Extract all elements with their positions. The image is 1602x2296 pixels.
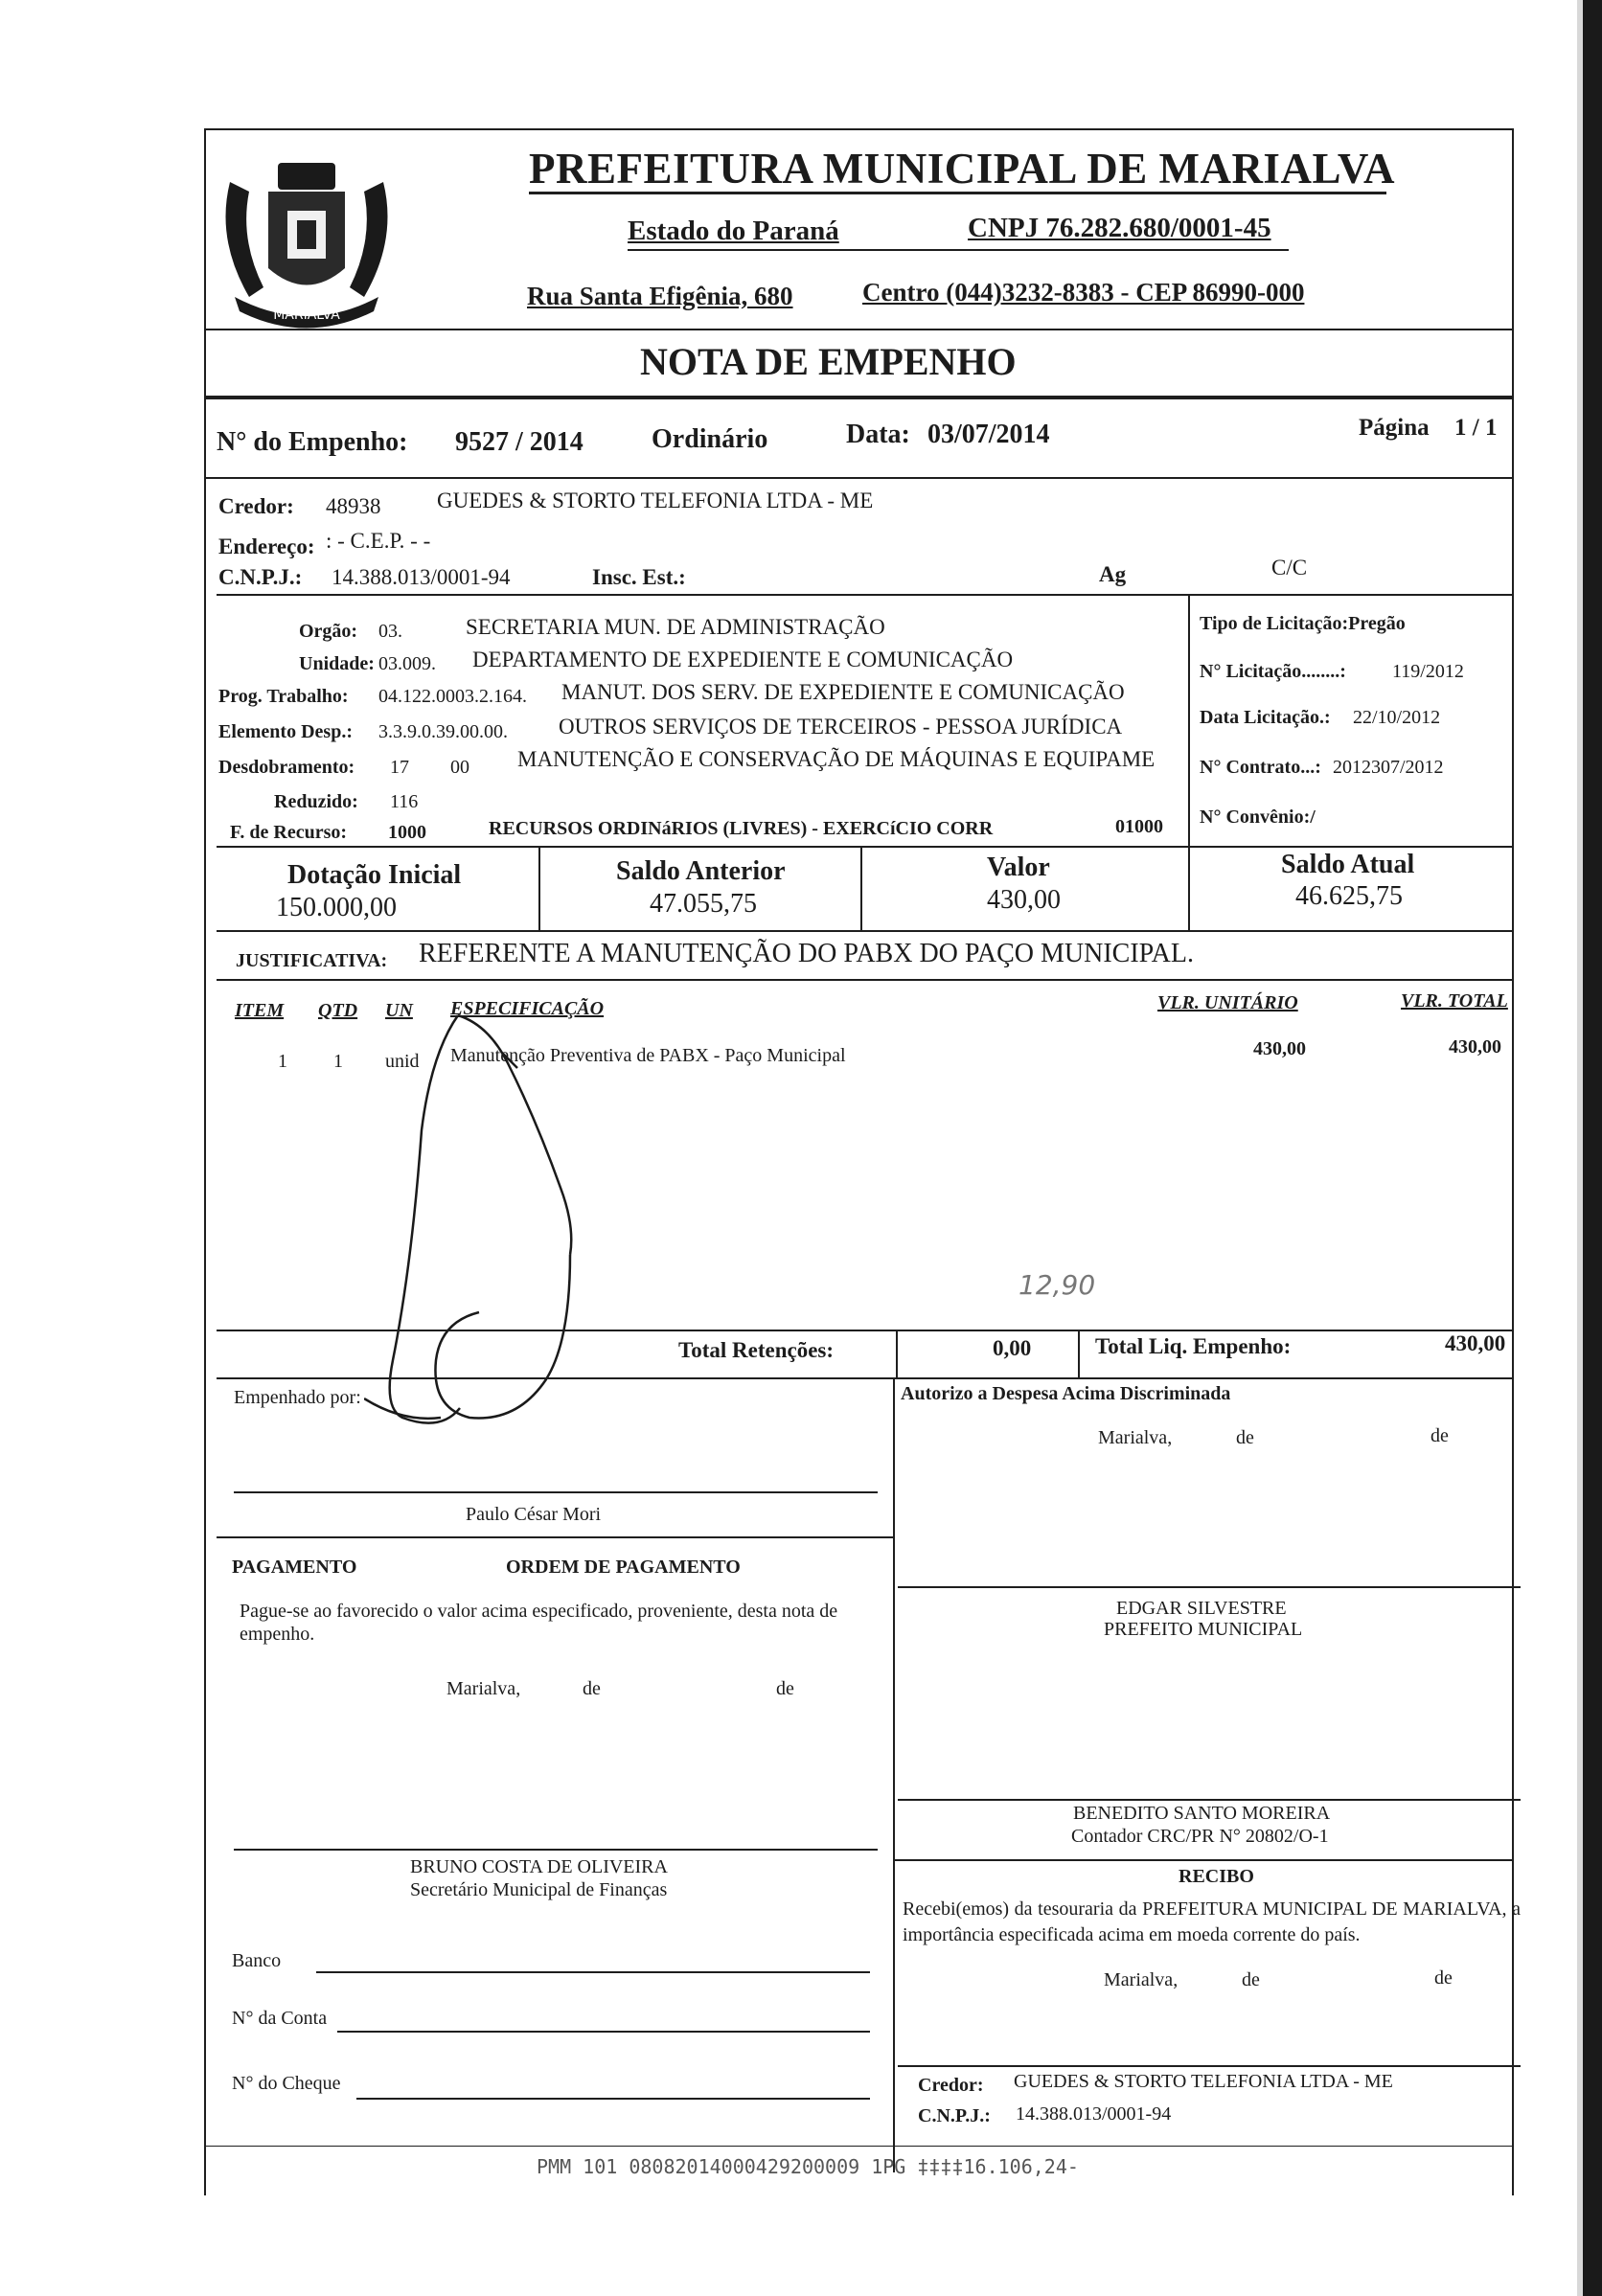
saldos-divider-2 bbox=[860, 846, 862, 931]
licitacao-number: 119/2012 bbox=[1392, 661, 1464, 682]
total-liquido-label: Total Liq. Empenho: bbox=[1095, 1334, 1292, 1358]
footer-barcode: PMM 101 08082014000429200009 1PG ‡‡‡‡16.106,24- bbox=[537, 2155, 1079, 2178]
prog-trabalho-code: 04.122.0003.2.164. bbox=[378, 686, 527, 707]
account-label: C/C bbox=[1271, 556, 1308, 580]
district-phone: Centro (044)3232-8383 - CEP 86990-000 bbox=[862, 278, 1305, 307]
justificativa-divider bbox=[217, 979, 1513, 981]
totals-bottom-line bbox=[217, 1377, 1513, 1379]
recibo-de-1: de bbox=[1242, 1969, 1260, 1990]
empenhado-por-label: Empenhado por: bbox=[234, 1387, 361, 1408]
credor-name: GUEDES & STORTO TELEFONIA LTDA - ME bbox=[437, 489, 874, 512]
licitacao-date-label: Data Licitação.: bbox=[1200, 707, 1331, 728]
frame-top bbox=[204, 128, 1513, 130]
ordem-pagamento-label: ORDEM DE PAGAMENTO bbox=[506, 1557, 741, 1578]
prefeito-signature-line bbox=[898, 1586, 1521, 1588]
unidade-code: 03.009. bbox=[378, 653, 436, 674]
scan-edge bbox=[1583, 0, 1602, 2296]
street-address: Rua Santa Efigênia, 680 bbox=[527, 282, 793, 310]
saldo-atual-value: 46.625,75 bbox=[1295, 881, 1403, 911]
prefeito-role: PREFEITO MUNICIPAL bbox=[1104, 1619, 1303, 1640]
header-vlr-unitario: VLR. UNITÁRIO bbox=[1157, 992, 1298, 1013]
recibo-city: Marialva, bbox=[1104, 1969, 1179, 1990]
saldo-anterior-label: Saldo Anterior bbox=[616, 856, 786, 886]
header-qtd: QTD bbox=[318, 1000, 358, 1021]
autorizo-city: Marialva, bbox=[1098, 1427, 1173, 1448]
state-underline bbox=[628, 249, 1289, 251]
contrato-number: 2012307/2012 bbox=[1333, 757, 1444, 778]
fonte-recurso-code: 1000 bbox=[388, 822, 426, 843]
desdobramento-label: Desdobramento: bbox=[218, 757, 355, 778]
banco-field-line[interactable] bbox=[316, 1971, 870, 1973]
state-name: Estado do Paraná bbox=[628, 216, 839, 246]
prog-trabalho-label: Prog. Trabalho: bbox=[218, 686, 349, 707]
elemento-label: Elemento Desp.: bbox=[218, 721, 353, 742]
conta-field-line[interactable] bbox=[337, 2031, 870, 2033]
municipal-seal bbox=[211, 144, 402, 335]
secretario-signature-line bbox=[234, 1849, 878, 1851]
address-label: Endereço: bbox=[218, 534, 315, 558]
empenho-number-label: N° do Empenho: bbox=[217, 427, 408, 457]
municipality-title: PREFEITURA MUNICIPAL DE MARIALVA bbox=[529, 145, 1396, 193]
address-value: : - C.E.P. - - bbox=[326, 529, 431, 553]
valor-label: Valor bbox=[987, 852, 1050, 882]
total-retencoes-label: Total Retenções: bbox=[678, 1338, 835, 1362]
fonte-recurso-number: 01000 bbox=[1115, 816, 1163, 837]
secretario-name: BRUNO COSTA DE OLIVEIRA bbox=[410, 1856, 668, 1877]
totals-divider-2 bbox=[1078, 1330, 1080, 1377]
prog-trabalho-name: MANUT. DOS SERV. DE EXPEDIENTE E COMUNICAÇÃO bbox=[561, 680, 1125, 704]
elemento-name: OUTROS SERVIÇOS DE TERCEIROS - PESSOA JURÍDICA bbox=[559, 715, 1123, 739]
recibo-title: RECIBO bbox=[1179, 1866, 1254, 1887]
pagamento-de-2: de bbox=[776, 1678, 794, 1699]
frame-right bbox=[1512, 128, 1514, 2195]
title-underline bbox=[529, 192, 1386, 194]
header-divider bbox=[204, 329, 1513, 330]
reduzido-label: Reduzido: bbox=[274, 791, 358, 812]
empenhado-por-name: Paulo César Mori bbox=[466, 1504, 602, 1525]
orgao-name: SECRETARIA MUN. DE ADMINISTRAÇÃO bbox=[466, 615, 885, 639]
fonte-recurso-name: RECURSOS ORDINáRIOS (LIVRES) - EXERCíCIO CORR bbox=[489, 818, 994, 839]
autorizo-de-1: de bbox=[1236, 1427, 1254, 1448]
pagamento-de-1: de bbox=[583, 1678, 601, 1699]
recibo-cnpj-value: 14.388.013/0001-94 bbox=[1016, 2103, 1172, 2125]
classification-divider bbox=[217, 846, 1513, 848]
row-item: 1 bbox=[278, 1051, 287, 1072]
unidade-label: Unidade: bbox=[299, 653, 375, 674]
recibo-cnpj-label: C.N.P.J.: bbox=[918, 2105, 991, 2126]
desdobramento-name: MANUTENÇÃO E CONSERVAÇÃO DE MÁQUINAS E EQUIPAME bbox=[517, 747, 1156, 771]
total-liquido-value: 430,00 bbox=[1445, 1331, 1506, 1355]
credor-label: Credor: bbox=[218, 494, 294, 518]
valor-value: 430,00 bbox=[987, 885, 1061, 915]
licitacao-date: 22/10/2012 bbox=[1353, 707, 1441, 728]
lower-vertical-divider bbox=[893, 1377, 895, 2172]
header-item: ITEM bbox=[235, 1000, 285, 1021]
conta-label: N° da Conta bbox=[232, 2008, 328, 2029]
page-label: Página bbox=[1359, 415, 1430, 441]
empenhado-divider bbox=[217, 1536, 893, 1538]
autorizo-de-2: de bbox=[1430, 1425, 1449, 1446]
row-unit-value: 430,00 bbox=[1253, 1038, 1306, 1059]
page-number: 1 / 1 bbox=[1454, 415, 1498, 441]
saldos-divider-1 bbox=[538, 846, 540, 931]
totals-divider-1 bbox=[896, 1330, 898, 1377]
recibo-credor-label: Credor: bbox=[918, 2075, 984, 2096]
agency-label: Ag bbox=[1099, 562, 1127, 586]
dotacao-inicial-label: Dotação Inicial bbox=[287, 860, 462, 890]
contador-role: Contador CRC/PR N° 20802/O-1 bbox=[1071, 1826, 1329, 1847]
recibo-text: Recebi(emos) da tesouraria da PREFEITURA MUNICIPAL DE MARIALVA, a importância especificada acima em moeda corrente do país. bbox=[903, 1898, 1521, 1945]
pagamento-city: Marialva, bbox=[446, 1678, 521, 1699]
header-vlr-total: VLR. TOTAL bbox=[1401, 990, 1508, 1012]
credor-code: 48938 bbox=[326, 494, 381, 518]
unidade-name: DEPARTAMENTO DE EXPEDIENTE E COMUNICAÇÃO bbox=[472, 648, 1014, 671]
empenhado-signature-line bbox=[234, 1491, 878, 1493]
fonte-recurso-label: F. de Recurso: bbox=[230, 822, 348, 843]
header-especificacao: ESPECIFICAÇÃO bbox=[450, 998, 605, 1019]
handwritten-note: 12,90 bbox=[1018, 1269, 1096, 1301]
signature-scribble bbox=[364, 996, 671, 1475]
saldo-anterior-value: 47.055,75 bbox=[650, 889, 757, 919]
row-qtd: 1 bbox=[333, 1051, 343, 1072]
footer-line bbox=[204, 2146, 1513, 2147]
secretario-role: Secretário Municipal de Finanças bbox=[410, 1879, 668, 1900]
title-divider bbox=[204, 396, 1513, 399]
row-total-value: 430,00 bbox=[1449, 1036, 1501, 1057]
header-cnpj: CNPJ 76.282.680/0001-45 bbox=[968, 213, 1271, 243]
frame-left bbox=[204, 128, 206, 2195]
pagamento-text: Pague-se ao favorecido o valor acima especificado, proveniente, desta nota de empenho. bbox=[240, 1601, 838, 1645]
empenho-date-label: Data: bbox=[846, 420, 910, 449]
justificativa-text: REFERENTE A MANUTENÇÃO DO PABX DO PAÇO MUNICIPAL. bbox=[419, 939, 1195, 968]
orgao-label: Orgão: bbox=[299, 621, 358, 642]
row-un: unid bbox=[385, 1051, 420, 1072]
header-un: UN bbox=[385, 1000, 413, 1021]
classification-vertical-divider bbox=[1188, 594, 1190, 931]
cheque-field-line[interactable] bbox=[356, 2098, 870, 2100]
empenho-number: 9527 / 2014 bbox=[455, 427, 584, 457]
desdobramento-code-2: 00 bbox=[450, 757, 469, 778]
banco-label: Banco bbox=[232, 1950, 282, 1971]
empenho-type: Ordinário bbox=[652, 424, 768, 454]
cheque-label: N° do Cheque bbox=[232, 2073, 341, 2094]
cnpj-label: C.N.P.J.: bbox=[218, 565, 303, 589]
elemento-code: 3.3.9.0.39.00.00. bbox=[378, 721, 508, 742]
credor-divider bbox=[217, 594, 1513, 596]
recibo-top-line bbox=[893, 1859, 1513, 1861]
desdobramento-code-1: 17 bbox=[390, 757, 409, 778]
pagamento-label: PAGAMENTO bbox=[232, 1557, 357, 1578]
insc-est-label: Insc. Est.: bbox=[592, 565, 686, 589]
justificativa-label: JUSTIFICATIVA: bbox=[236, 950, 388, 971]
empenho-divider bbox=[204, 477, 1513, 479]
autorizo-despesa: Autorizo a Despesa Acima Discriminada bbox=[901, 1383, 1231, 1404]
empenho-date: 03/07/2014 bbox=[927, 420, 1050, 449]
dotacao-inicial-value: 150.000,00 bbox=[276, 893, 397, 922]
contrato-label: N° Contrato...: bbox=[1200, 757, 1321, 778]
recibo-credor-name: GUEDES & STORTO TELEFONIA LTDA - ME bbox=[1014, 2071, 1393, 2092]
row-specification: Manutenção Preventiva de PABX - Paço Municipal bbox=[450, 1045, 846, 1066]
document-title: NOTA DE EMPENHO bbox=[640, 340, 1017, 383]
seal-text: MARIALVA bbox=[273, 307, 340, 323]
convenio: N° Convênio:/ bbox=[1200, 807, 1316, 828]
contador-name: BENEDITO SANTO MOREIRA bbox=[1073, 1803, 1331, 1824]
saldos-divider bbox=[217, 930, 1513, 932]
licitacao-number-label: N° Licitação........: bbox=[1200, 661, 1346, 682]
credor-cnpj: 14.388.013/0001-94 bbox=[332, 565, 511, 589]
reduzido-value: 116 bbox=[390, 791, 419, 812]
prefeito-name: EDGAR SILVESTRE bbox=[1116, 1598, 1287, 1619]
scan-edge-shadow bbox=[1577, 0, 1583, 2296]
recibo-signature-line bbox=[898, 2065, 1521, 2067]
total-retencoes-value: 0,00 bbox=[993, 1336, 1032, 1360]
totals-top-line bbox=[217, 1330, 1513, 1331]
saldo-atual-label: Saldo Atual bbox=[1281, 850, 1415, 879]
recibo-de-2: de bbox=[1434, 1967, 1453, 1989]
contador-signature-line bbox=[898, 1799, 1521, 1801]
licitacao-type: Tipo de Licitação:Pregão bbox=[1200, 613, 1406, 634]
orgao-code: 03. bbox=[378, 621, 402, 642]
